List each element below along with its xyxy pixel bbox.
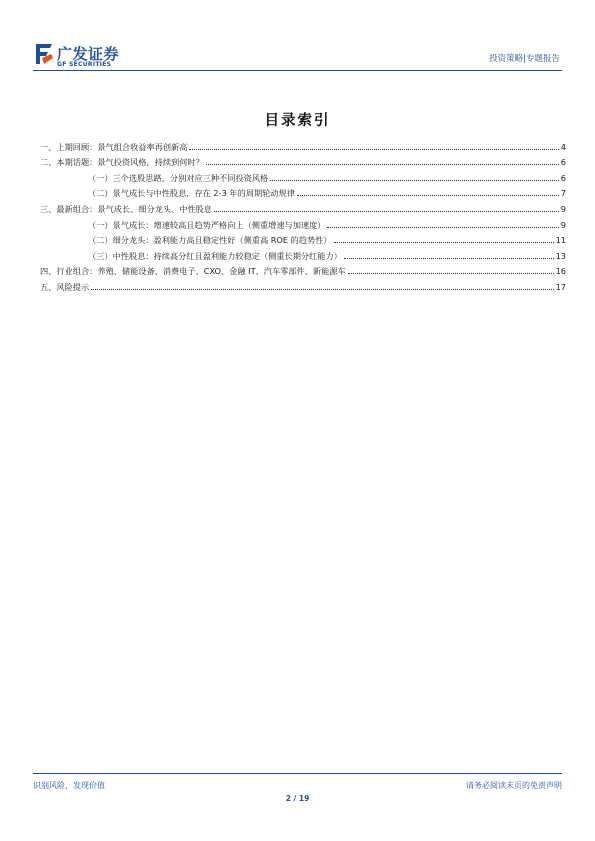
toc-title: 目录索引: [264, 113, 331, 129]
toc-leader-dots: [189, 148, 558, 150]
toc-entry-label: （二）景气成长与中性股息，存在 2-3 年的周期轮动规律: [88, 188, 295, 199]
toc-entry-label: （一）景气成长：增速较高且趋势严格向上（侧重增速与加速度）: [88, 219, 326, 230]
toc-entry-label: （三）中性股息：持续高分红且盈利能力较稳定（侧重长期分红能力）: [88, 250, 342, 261]
toc-entry-page: 7: [560, 188, 566, 199]
toc-entry-label: 二、本期话题：景气投资风格，持续到何时？: [40, 157, 204, 168]
table-of-contents: [40, 136, 566, 292]
toc-leader-dots: [214, 210, 559, 212]
toc-entry[interactable]: [40, 136, 566, 152]
gf-securities-logo: [33, 40, 133, 70]
toc-entry-page: 11: [555, 235, 566, 246]
page-header: [33, 34, 562, 72]
footer-slogan: 识别风险，发现价值: [33, 781, 105, 790]
toc-entry[interactable]: [40, 230, 566, 246]
toc-entry-page: 6: [560, 172, 566, 183]
logo-text-en: GF SECURITIES: [57, 61, 112, 68]
page-number: 2 / 19: [285, 794, 310, 803]
toc-leader-dots: [348, 272, 554, 274]
toc-entry-page: 6: [560, 157, 566, 168]
toc-entry[interactable]: [40, 276, 566, 292]
logo-text-cn: 广发证券: [57, 45, 120, 63]
toc-leader-dots: [270, 179, 559, 181]
toc-entry[interactable]: [40, 167, 566, 183]
gf-logo-icon: [33, 40, 55, 68]
toc-entry-page: 9: [560, 219, 566, 230]
toc-entry[interactable]: [40, 214, 566, 230]
toc-entry-label: （一）三个选股思路，分别对应三种不同投资风格: [88, 172, 269, 183]
toc-leader-dots: [206, 163, 559, 165]
toc-entry-page: 13: [555, 250, 566, 261]
toc-leader-dots: [91, 288, 553, 290]
header-divider: [33, 70, 562, 71]
toc-entry-label: 一、上期回顾：景气组合收益率再创新高: [40, 141, 188, 152]
toc-entry-page: 17: [555, 281, 566, 292]
toc-entry[interactable]: [40, 183, 566, 199]
toc-entry-label: 五、风险提示: [40, 281, 90, 292]
toc-entry-label: （二）细分龙头：盈利能力高且稳定性好（侧重高 ROE 的趋势性）: [88, 235, 332, 246]
toc-entry-page: 4: [560, 141, 566, 152]
toc-entry[interactable]: [40, 198, 566, 214]
toc-entry-label: 三、最新组合：景气成长、细分龙头、中性股息: [40, 203, 212, 214]
toc-leader-dots: [334, 241, 554, 243]
toc-leader-dots: [327, 226, 558, 228]
toc-entry[interactable]: [40, 245, 566, 261]
toc-entry-page: 16: [555, 266, 566, 277]
toc-entry-label: 四、行业组合：养殖、储能设备、消费电子、CXO、金融 IT、汽车零部件、新能源车: [40, 266, 346, 277]
toc-entry[interactable]: [40, 261, 566, 277]
toc-leader-dots: [344, 257, 554, 259]
toc-entry-page: 9: [560, 203, 566, 214]
toc-entry[interactable]: [40, 152, 566, 168]
footer-disclaimer-note: 请务必阅读末页的免责声明: [466, 781, 562, 790]
footer-divider: [33, 773, 562, 774]
toc-leader-dots: [297, 194, 559, 196]
report-section-label: 投资策略|专题报告: [489, 54, 560, 64]
